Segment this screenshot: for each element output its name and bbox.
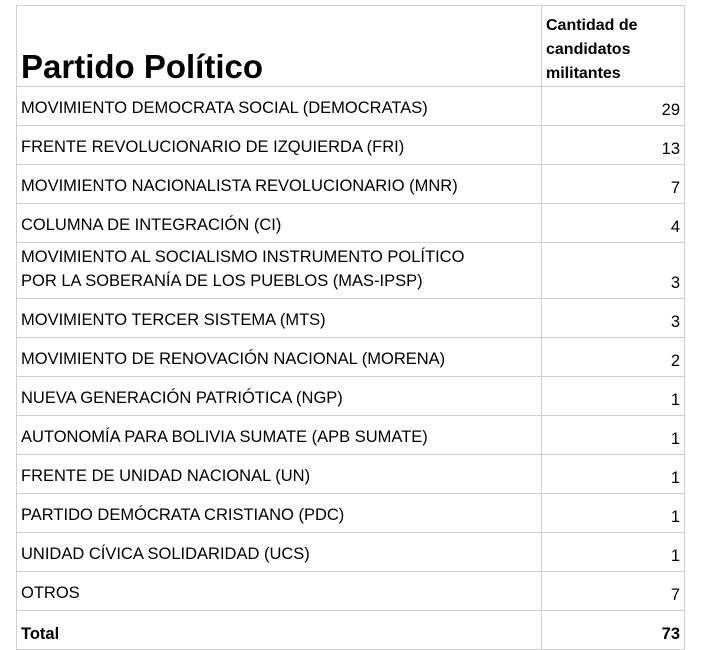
table-row	[17, 377, 685, 416]
table-row	[17, 204, 685, 243]
party-name: MOVIMIENTO DEMOCRATA SOCIAL (DEMOCRATAS)	[17, 87, 542, 126]
parties-table	[16, 5, 685, 650]
party-name: AUTONOMÍA PARA BOLIVIA SUMATE (APB SUMATE)	[17, 416, 542, 455]
candidate-count: 1	[542, 533, 685, 572]
candidate-count: 4	[542, 204, 685, 243]
candidate-count: 3	[542, 299, 685, 338]
candidate-count: 7	[542, 572, 685, 611]
table-row	[17, 126, 685, 165]
party-name: MOVIMIENTO DE RENOVACIÓN NACIONAL (MORENA)	[17, 338, 542, 377]
party-name: FRENTE DE UNIDAD NACIONAL (UN)	[17, 455, 542, 494]
party-name: OTROS	[17, 572, 542, 611]
party-name: MOVIMIENTO NACIONALISTA REVOLUCIONARIO (MNR)	[17, 165, 542, 204]
table-row	[17, 494, 685, 533]
total-row	[17, 611, 685, 650]
candidate-count: 1	[542, 377, 685, 416]
table-row	[17, 455, 685, 494]
candidate-count: 7	[542, 165, 685, 204]
total-label: Total	[17, 611, 542, 650]
table-row	[17, 572, 685, 611]
party-name: PARTIDO DEMÓCRATA CRISTIANO (PDC)	[17, 494, 542, 533]
total-count: 73	[542, 611, 685, 650]
count-column-header: Cantidad de candidatos militantes	[542, 6, 685, 87]
table-row	[17, 87, 685, 126]
candidate-count: 1	[542, 416, 685, 455]
table-row	[17, 533, 685, 572]
table-row	[17, 299, 685, 338]
party-name: FRENTE REVOLUCIONARIO DE IZQUIERDA (FRI)	[17, 126, 542, 165]
table-row	[17, 338, 685, 377]
header-row	[17, 6, 685, 87]
candidate-count: 3	[542, 243, 685, 299]
party-name: UNIDAD CÍVICA SOLIDARIDAD (UCS)	[17, 533, 542, 572]
candidate-count: 13	[542, 126, 685, 165]
candidate-count: 29	[542, 87, 685, 126]
candidate-count: 2	[542, 338, 685, 377]
party-name: MOVIMIENTO AL SOCIALISMO INSTRUMENTO POLÍTICO POR LA SOBERANÍA DE LOS PUEBLOS (MAS-IPSP)	[17, 243, 542, 299]
table-row	[17, 165, 685, 204]
candidate-count: 1	[542, 494, 685, 533]
party-name: COLUMNA DE INTEGRACIÓN (CI)	[17, 204, 542, 243]
party-name: NUEVA GENERACIÓN PATRIÓTICA (NGP)	[17, 377, 542, 416]
candidate-count: 1	[542, 455, 685, 494]
party-column-header: Partido Político	[17, 6, 542, 87]
table-row	[17, 243, 685, 299]
table-row	[17, 416, 685, 455]
party-name: MOVIMIENTO TERCER SISTEMA (MTS)	[17, 299, 542, 338]
